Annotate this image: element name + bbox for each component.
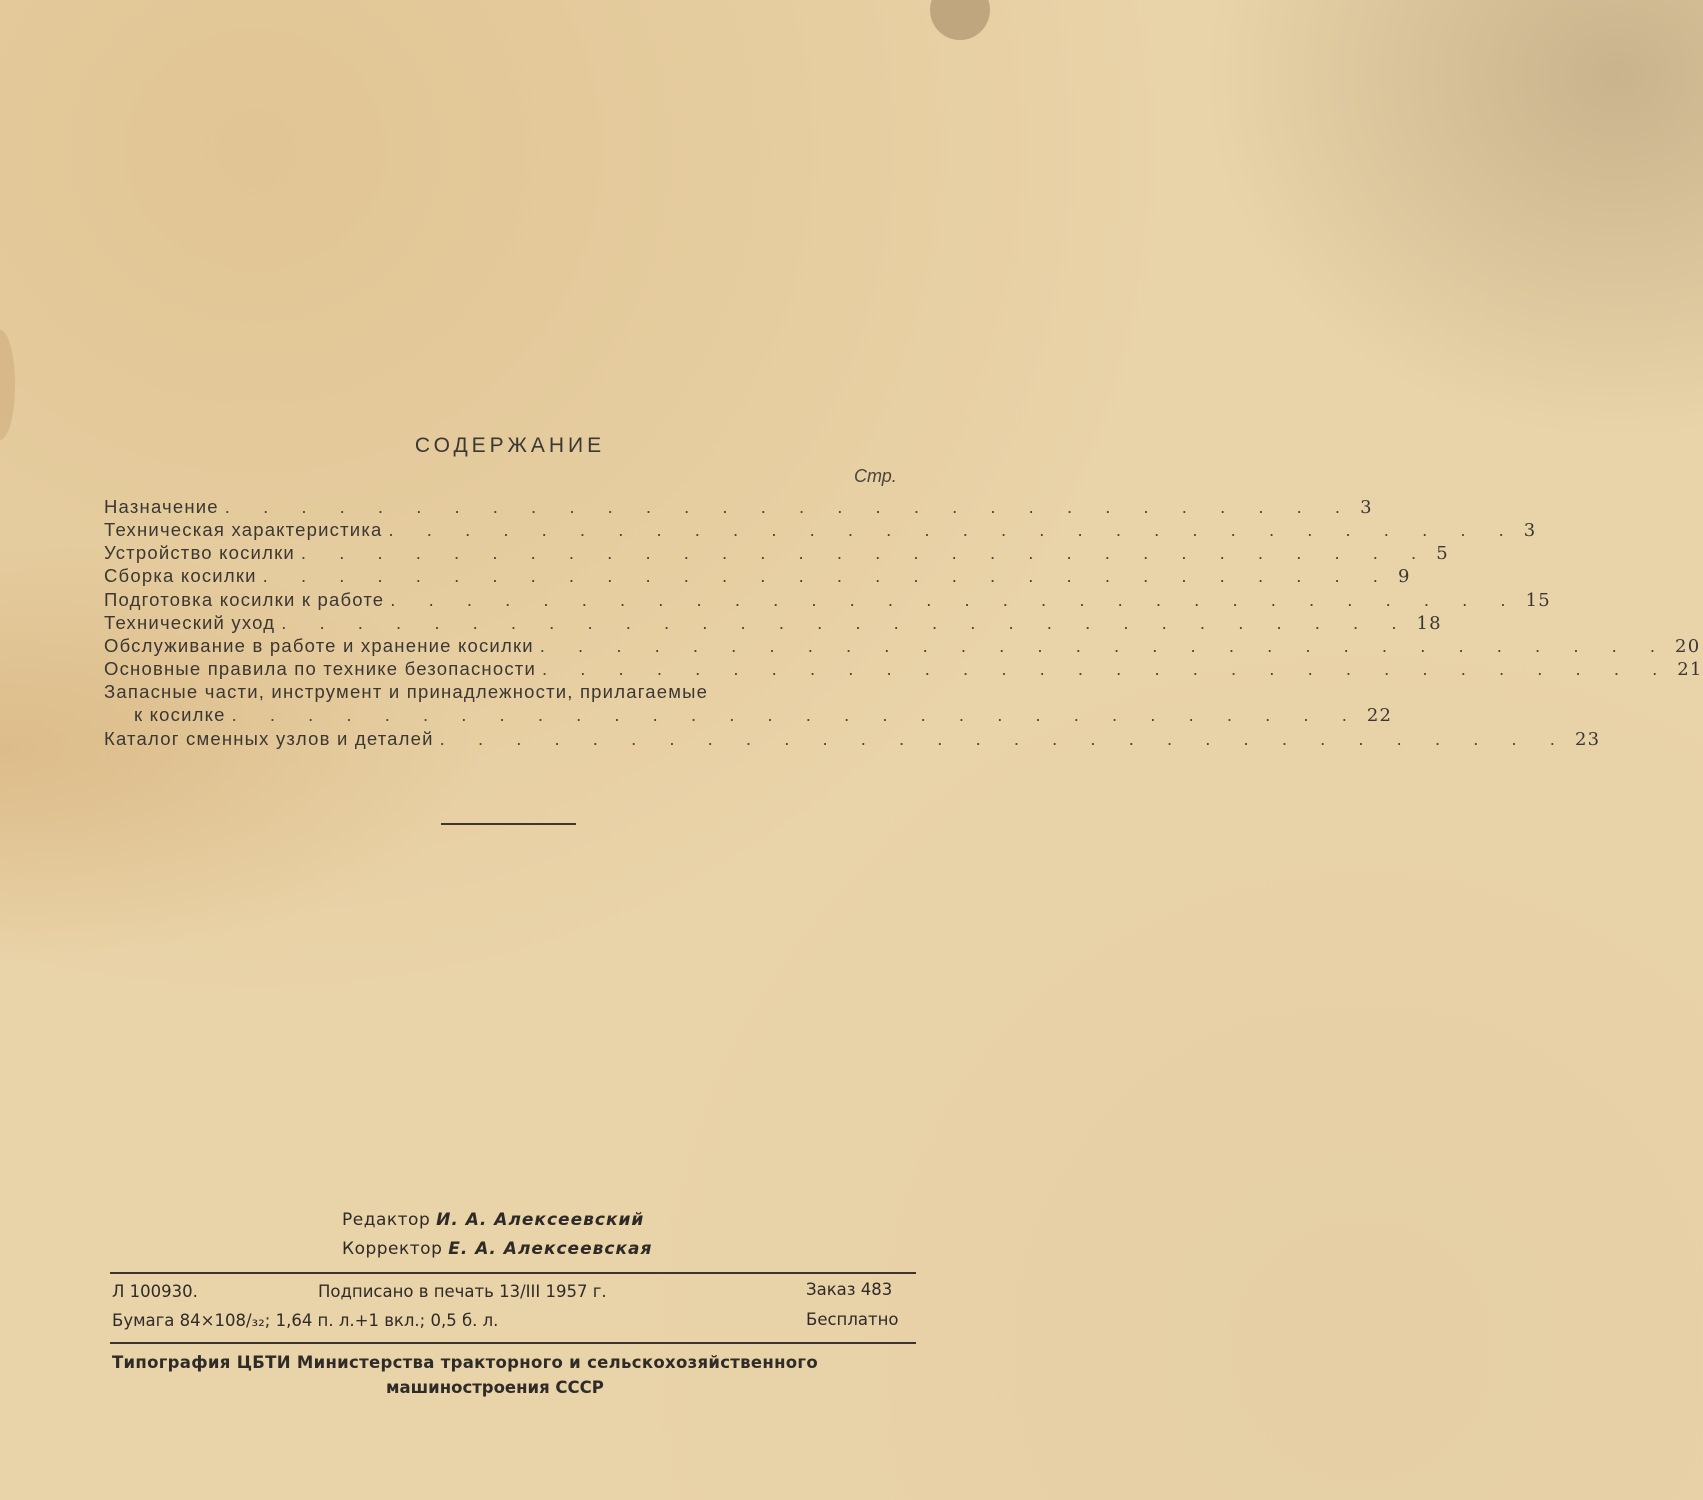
paper-format: Бумага 84×108/₃₂; 1,64 п. л.+1 вкл.; 0,5 б. л. [112, 1311, 499, 1330]
toc-entry [104, 565, 1411, 589]
toc-entry-page: 3 [1360, 497, 1373, 518]
toc-leader: . . . . . . . . . . . . . . . . . . . . . . . . . . . . . . [539, 635, 1670, 656]
toc-leader: . . . . . . . . . . . . . . . . . . . . . . . . . . . . . . [231, 704, 1361, 725]
toc-entry-page: 15 [1525, 590, 1551, 611]
editor-label: Редактор [342, 1210, 431, 1230]
toc-entry-text: Обслуживание в работе и хранение косилки [104, 635, 534, 656]
toc-entry [104, 658, 1703, 682]
toc-entry [104, 542, 1449, 566]
toc-entry [104, 589, 1551, 613]
imprint-top-rule [110, 1272, 916, 1274]
toc-entry-text: Основные правила по технике безопасности [104, 658, 536, 679]
toc-entry-text: Устройство косилки [104, 542, 295, 563]
toc-entry-text: Запасные части, инструмент и принадлежности, прилагаемые [104, 681, 709, 702]
toc-leader: . . . . . . . . . . . . . . . . . . . . . . . . . . . . . . [281, 612, 1411, 633]
toc-entry [104, 496, 1373, 520]
toc-entry-page: 3 [1523, 520, 1537, 541]
corrector-name: Е. А. Алексеевская [448, 1239, 653, 1259]
toc-entry [104, 519, 1537, 543]
toc-entry-text: Техническая характеристика [104, 519, 383, 540]
editor-line [342, 1210, 644, 1230]
page-column-label: Стр. [854, 466, 897, 486]
toc-entry-page: 9 [1397, 566, 1411, 587]
toc-leader: . . . . . . . . . . . . . . . . . . . . . . . . . . . . . . [390, 589, 1520, 610]
toc-entry-page: 20 [1675, 636, 1701, 657]
corrector-label: Корректор [342, 1239, 443, 1259]
toc-entry-page: 5 [1436, 543, 1449, 564]
toc-entry-page: 23 [1574, 729, 1601, 750]
toc-entry-page: 18 [1416, 613, 1442, 634]
toc-entry-page: 21 [1677, 659, 1703, 680]
printer-line-2: машиностроения СССР [386, 1378, 604, 1397]
toc-leader: . . . . . . . . . . . . . . . . . . . . . . . . . . . . . . [300, 542, 1431, 563]
editor-name: И. А. Алексеевский [436, 1210, 645, 1230]
license-code: Л 100930. [112, 1282, 198, 1301]
toc-entry-text: Сборка косилки [104, 565, 257, 586]
toc-title: СОДЕРЖАНИЕ [414, 434, 606, 457]
page-stain [0, 330, 15, 440]
toc-entry [104, 681, 894, 705]
toc-entry-continuation [134, 704, 1393, 728]
signed-date: Подписано в печать 13/III 1957 г. [318, 1282, 607, 1301]
corrector-line [342, 1239, 652, 1259]
section-divider [441, 823, 576, 825]
toc-leader: . . . . . . . . . . . . . . . . . . . . . . . . . . . . . . [541, 658, 1672, 679]
toc-entry-text: Назначение [104, 496, 219, 517]
printer-line-1: Типография ЦБТИ Министерства тракторного и сельскохозяйственного [112, 1353, 818, 1372]
toc-entry [104, 635, 1701, 659]
price: Бесплатно [806, 1310, 899, 1329]
order-number: Заказ 483 [806, 1280, 893, 1299]
toc-entry-page: 22 [1366, 705, 1393, 726]
toc-entry-text: Каталог сменных узлов и деталей [104, 728, 434, 749]
toc-leader: . . . . . . . . . . . . . . . . . . . . . . . . . . . . . . [388, 519, 1518, 540]
toc-entry-text: к косилке [134, 704, 226, 725]
page-stain [930, 0, 990, 40]
toc-leader: . . . . . . . . . . . . . . . . . . . . . . . . . . . . . . [262, 565, 1392, 586]
toc-entry-text: Технический уход [104, 612, 276, 633]
imprint-bottom-rule [110, 1342, 916, 1344]
toc-entry-text: Подготовка косилки к работе [104, 589, 385, 610]
toc-leader: . . . . . . . . . . . . . . . . . . . . . . . . . . . . . . [224, 496, 1355, 517]
toc-entry [104, 612, 1442, 636]
toc-leader: . . . . . . . . . . . . . . . . . . . . . . . . . . . . . . [439, 728, 1569, 749]
toc-entry [104, 728, 1601, 752]
